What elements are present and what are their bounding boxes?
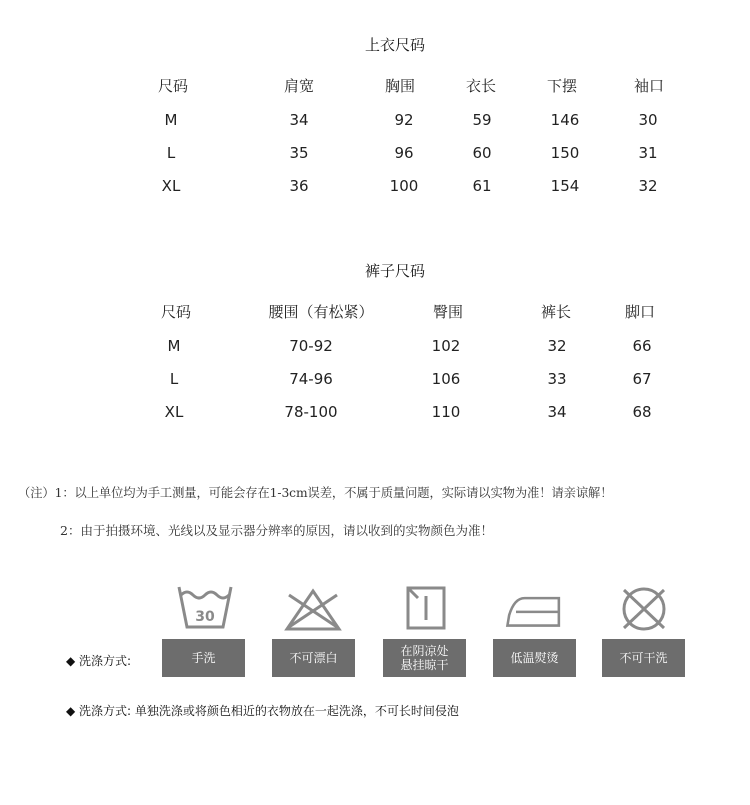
table-cell: L [169, 370, 179, 388]
table-cell: 150 [550, 144, 580, 162]
no-bleach-badge [272, 639, 355, 677]
care-label: ◆ 洗涤方式: [66, 654, 132, 668]
table-cell: 70-92 [289, 337, 333, 355]
badge-text: 不可干洗 [619, 651, 668, 665]
table-cell: 66 [632, 337, 652, 355]
table-cell: 146 [550, 111, 580, 129]
top-header-size: 尺码 [157, 77, 189, 95]
table-cell: 34 [289, 111, 309, 129]
table-cell: 36 [289, 177, 309, 195]
table-cell: 32 [638, 177, 658, 195]
table-cell: 68 [632, 403, 652, 421]
care-footer-note: ◆ 洗涤方式: 单独洗涤或将颜色相近的衣物放在一起洗涤，不可长时间侵泡 [66, 704, 459, 718]
table-cell: 78-100 [284, 403, 338, 421]
hang-dry-badge [383, 639, 466, 677]
badge-text: 手洗 [191, 651, 216, 665]
table-cell: M [167, 337, 181, 355]
table-cell: 154 [550, 177, 580, 195]
low-iron-icon [504, 586, 564, 636]
wash-temperature-text: 30 [195, 609, 215, 625]
table-cell: 60 [472, 144, 492, 162]
pants-table-title: 裤子尺码 [364, 262, 426, 280]
top-header-shoulder: 肩宽 [283, 77, 315, 95]
table-cell: 74-96 [289, 370, 333, 388]
table-cell: 110 [431, 403, 461, 421]
badge-text-line2: 悬挂晾干 [400, 658, 449, 672]
table-cell: 106 [431, 370, 461, 388]
low-iron-badge [493, 639, 576, 677]
pants-header-waist: 腰围（有松紧） [268, 303, 374, 321]
table-cell: 30 [638, 111, 658, 129]
badge-text: 不可漂白 [289, 651, 338, 665]
hand-wash-30-icon [175, 583, 235, 633]
pants-header-size: 尺码 [160, 303, 192, 321]
pants-header-hip: 臀围 [432, 303, 464, 321]
table-cell: 96 [394, 144, 414, 162]
table-cell: 67 [632, 370, 652, 388]
table-cell: 33 [547, 370, 567, 388]
table-cell: 59 [472, 111, 492, 129]
table-cell: 31 [638, 144, 658, 162]
table-cell: L [166, 144, 176, 162]
badge-text-line1: 在阴凉处 [400, 644, 449, 658]
table-cell: 32 [547, 337, 567, 355]
table-cell: XL [164, 403, 184, 421]
table-cell: 61 [472, 177, 492, 195]
top-table-title: 上衣尺码 [364, 36, 426, 54]
top-header-hem: 下摆 [546, 77, 578, 95]
table-cell: XL [161, 177, 181, 195]
top-header-chest: 胸围 [384, 77, 416, 95]
table-cell: 34 [547, 403, 567, 421]
hang-dry-shade-icon [396, 584, 456, 634]
top-header-length: 衣长 [465, 77, 497, 95]
no-dry-clean-badge [602, 639, 685, 677]
table-cell: 100 [389, 177, 419, 195]
table-cell: 35 [289, 144, 309, 162]
top-header-cuff: 袖口 [633, 77, 665, 95]
pants-header-leg-opening: 脚口 [624, 303, 656, 321]
no-dry-clean-icon [614, 584, 674, 634]
note-color: 2：由于拍摄环境、光线以及显示器分辨率的原因，请以收到的实物颜色为准！ [60, 523, 493, 538]
table-cell: 92 [394, 111, 414, 129]
pants-header-length: 裤长 [540, 303, 572, 321]
table-cell: M [164, 111, 178, 129]
note-measurement: （注）1：以上单位均为手工测量，可能会存在1-3cm误差，不属于质量问题，实际请以实物为准！请亲谅解！ [18, 486, 613, 500]
no-bleach-icon [283, 585, 343, 635]
hand-wash-badge [162, 639, 245, 677]
badge-text: 低温熨烫 [510, 651, 559, 665]
table-cell: 102 [431, 337, 461, 355]
